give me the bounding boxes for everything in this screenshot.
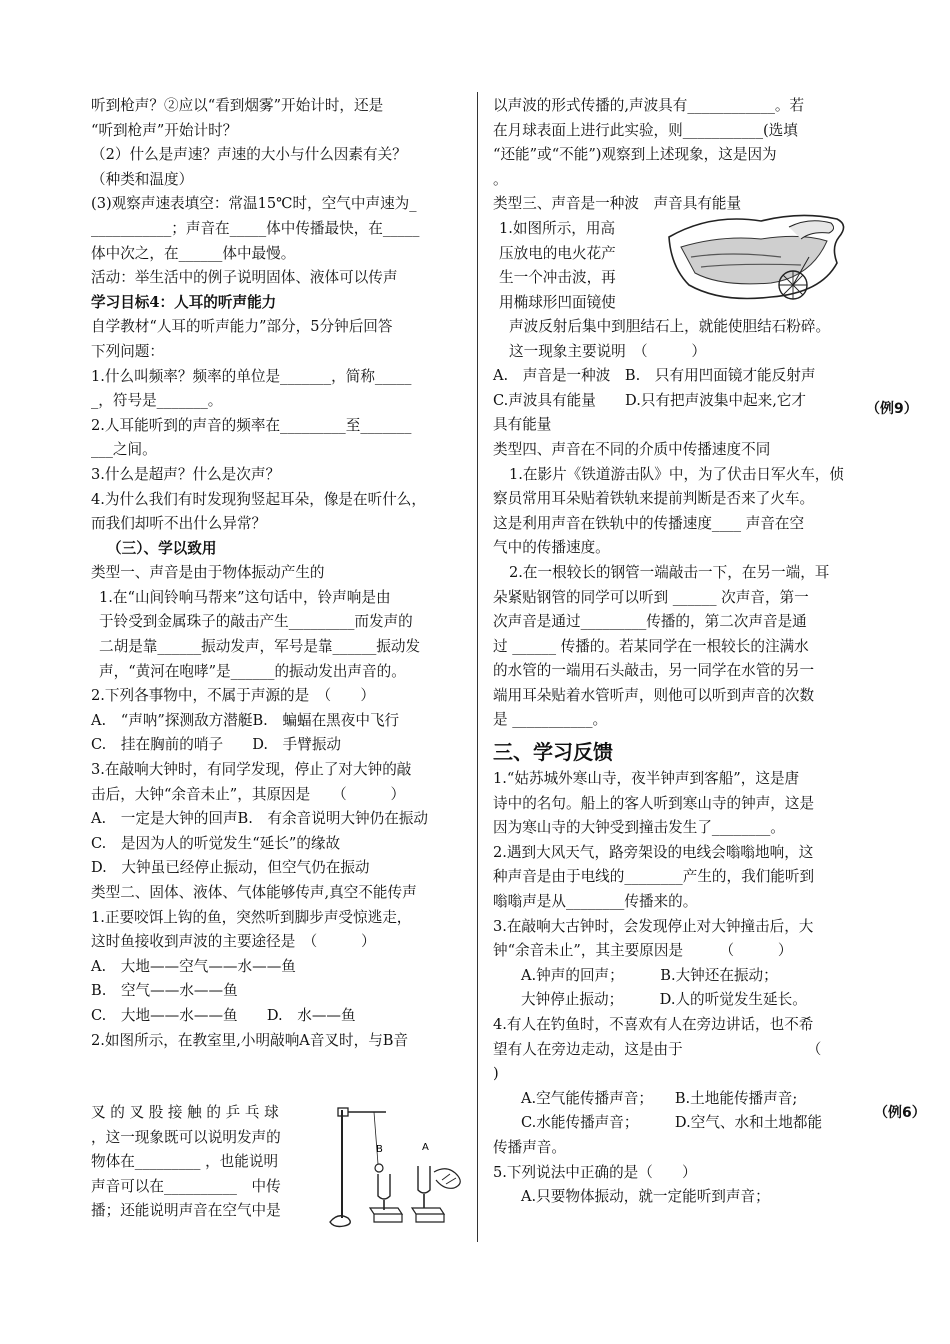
- right-wrap-line: 用椭球形凹面镜使: [499, 293, 616, 311]
- right-bottom-line: 钟“余音未止”，其主要原因是 （ ）: [493, 942, 793, 960]
- right-wrap-line: 1.如图所示，用高: [499, 219, 616, 237]
- right-wrap-line: 压放电的电火花产: [499, 244, 616, 262]
- right-line: 这是利用声音在铁轨中的传播速度____ 声音在空: [493, 514, 805, 532]
- example-6-tag: （例6）: [874, 1105, 926, 1121]
- left-line: 1.正要咬饵上钩的鱼，突然听到脚步声受惊逃走，: [91, 908, 412, 926]
- right-line: 次声音是通过_________传播的，第二次声音是通: [493, 613, 807, 631]
- right-top-line: “还能”或“不能”)观察到上述现象，这是因为: [493, 146, 777, 164]
- shockwave-figure: [661, 207, 851, 315]
- right-bottom-line: 望有人在旁边走动，这是由于 （: [493, 1040, 822, 1058]
- left-line: 类型二、固体、液体、气体能够传声,真空不能传声: [91, 884, 417, 901]
- right-line: 过 ______ 传播的。若某同学在一根较长的注满水: [493, 637, 809, 655]
- left-line: （种类和温度）: [91, 170, 194, 188]
- left-line: （三）、学以致用: [107, 539, 217, 557]
- right-line: C.声波具有能量 D.只有把声波集中起来,它才: [493, 391, 807, 409]
- left-line: 2.下列各事物中，不属于声源的是 （ ）: [91, 687, 375, 705]
- left-line: C. 挂在胸前的哨子 D. 手臂振动: [91, 736, 342, 754]
- fork-a-label: A: [422, 1142, 429, 1153]
- left-column: [91, 94, 463, 1053]
- right-line: 气中的传播速度。: [493, 539, 610, 557]
- right-line: 是 ___________。: [493, 711, 608, 729]
- left-line: 体中次之，在______体中最慢。: [91, 244, 296, 262]
- right-bottom-line: 大钟停止振动； D.人的听觉发生延长。: [521, 991, 807, 1009]
- column-divider: [477, 92, 478, 1242]
- right-top-line: 类型三、声音是一种波 声音具有能量: [493, 195, 742, 213]
- right-line: 察员常用耳朵贴着铁轨来提前判断是否来了火车。: [493, 490, 815, 508]
- left-wrap-line: ，这一现象既可以说明发声的: [91, 1128, 281, 1146]
- right-bottom-line: 种声音是由于电线的________产生的，我们能听到: [493, 868, 815, 886]
- right-bottom-line: 3.在敲响大古钟时，会发现停止对大钟撞击后，大: [493, 917, 814, 935]
- left-line: 击后，大钟“余音未止”，其原因是 （ ）: [91, 785, 406, 803]
- left-line: A. “声呐”探测敌方潜艇B. 蝙蝠在黑夜中飞行: [91, 711, 400, 729]
- right-bottom-line: A.空气能传播声音； B.土地能传播声音;: [521, 1089, 798, 1107]
- left-line: 而我们却听不出什么异常？: [91, 515, 267, 533]
- example-9-tag: （例9）: [866, 401, 918, 417]
- right-bottom-line: 嗡嗡声是从________传播来的。: [493, 893, 698, 911]
- left-line: 3.在敲响大钟时，有同学发现，停止了对大钟的敲: [91, 761, 412, 779]
- right-line: 朵紧贴钢管的同学可以听到 ______ 次声音，第一: [493, 588, 809, 606]
- section-3-title: 三、学习反馈: [493, 740, 613, 765]
- left-line: 2.人耳能听到的声音的频率在_________至_______: [91, 416, 412, 434]
- right-bottom-line: 5.下列说法中正确的是（ ）: [493, 1163, 697, 1181]
- right-line: 的水管的一端用石头敲击，另一同学在水管的另一: [493, 662, 815, 680]
- left-line: ___之间。: [91, 441, 157, 459]
- right-line: 具有能量: [493, 416, 552, 434]
- right-line: 声波反射后集中到胆结石上，就能使胆结石粉碎。: [509, 317, 831, 335]
- left-line: 3.什么是超声？什么是次声？: [91, 465, 281, 483]
- right-bottom-line: 传播声音。: [493, 1138, 566, 1156]
- left-wrap-text: [91, 1101, 311, 1224]
- left-line: 2.如图所示，在教室里,小明敲响A音叉时，与B音: [91, 1031, 409, 1049]
- left-line: B. 空气——水——鱼: [91, 982, 238, 1000]
- left-line: 1.什么叫频率？频率的单位是_______，简称_____: [91, 367, 412, 385]
- right-column: [493, 94, 865, 1210]
- left-line: (3)观察声速表填空：常温15℃时，空气中声速为_: [91, 195, 417, 213]
- right-line: 1.在影片《铁道游击队》中，为了伏击日军火车，侦: [509, 465, 844, 483]
- tuning-fork-figure: [318, 1104, 468, 1228]
- left-line: C. 大地——水——鱼 D. 水——鱼: [91, 1006, 356, 1024]
- left-wrap-line: 叉 的 叉 股 接 触 的 乒 乓 球: [91, 1104, 279, 1121]
- right-top-line: 以声波的形式传播的,声波具有____________。若: [493, 97, 805, 114]
- left-line: 这时鱼接收到声波的主要途径是 （ ）: [91, 933, 376, 951]
- left-wrap-line: 声音可以在__________ 中传: [91, 1177, 281, 1195]
- right-line: 端用耳朵贴着水管听声，则他可以听到声音的次数: [493, 686, 815, 704]
- right-line: 这一现象主要说明 （ ）: [509, 342, 707, 360]
- right-line: A. 声音是一种波 B. 只有用凹面镜才能反射声: [493, 367, 816, 385]
- left-line: 1.在“山间铃响马帮来”这句话中，铃声响是由: [99, 588, 391, 606]
- left-line: 类型一、声音是由于物体振动产生的: [91, 564, 325, 582]
- left-line: 听到枪声？②应以“看到烟雾”开始计时，还是: [91, 97, 384, 114]
- left-wrap-line: 物体在_________ ，也能说明: [91, 1153, 279, 1171]
- left-line: 二胡是靠______振动发声，军号是靠______振动发: [99, 638, 421, 656]
- right-top-line: 在月球表面上进行此实验，则___________(选填: [493, 121, 798, 139]
- left-line: D. 大钟虽已经停止振动，但空气仍在振动: [91, 859, 370, 877]
- left-line: 活动：举生活中的例子说明固体、液体可以传声: [91, 269, 398, 287]
- right-bottom-line: ): [493, 1065, 499, 1083]
- left-line: 下列问题：: [91, 342, 164, 360]
- left-line: A. 一定是大钟的回声B. 有余音说明大钟仍在振动: [91, 810, 429, 828]
- right-top-line: 。: [493, 170, 508, 188]
- left-line: 学习目标4：人耳的听声能力: [91, 293, 277, 311]
- left-line: _，符号是_______。: [91, 392, 223, 410]
- left-line: “听到枪声”开始计时？: [91, 121, 238, 139]
- right-bottom-line: C.水能传播声音； D.空气、水和土地都能: [521, 1114, 823, 1132]
- right-bottom-line: A.只要物体振动，就一定能听到声音；: [521, 1188, 770, 1206]
- left-line: C. 是因为人的听觉发生“延长”的缘故: [91, 834, 341, 852]
- fork-b-label: B: [376, 1144, 383, 1155]
- left-line: A. 大地——空气——水——鱼: [91, 957, 296, 975]
- right-bottom-line: 因为寒山寺的大钟受到撞击发生了________。: [493, 819, 785, 837]
- right-bottom-line: A.钟声的回声； B.大钟还在振动；: [521, 966, 778, 984]
- left-wrap-line: 播；还能说明声音在空气中是: [91, 1202, 281, 1220]
- left-line: ___________；声音在_____体中传播最快，在_____: [91, 219, 420, 237]
- right-line: 类型四、声音在不同的介质中传播速度不同: [493, 440, 771, 458]
- right-bottom-line: 1.“姑苏城外寒山寺，夜半钟声到客船”，这是唐: [493, 770, 800, 788]
- right-line: 2.在一根较长的钢管一端敲击一下，在另一端，耳: [509, 563, 830, 581]
- right-bottom-line: 诗中的名句。船上的客人听到寒山寺的钟声，这是: [493, 794, 815, 812]
- right-bottom-line: 2.遇到大风天气，路旁架设的电线会嗡嗡地响，这: [493, 843, 814, 861]
- right-wrap-line: 生一个冲击波，再: [499, 269, 616, 287]
- left-line: 4.为什么我们有时发现狗竖起耳朵，像是在听什么，: [91, 490, 426, 508]
- left-line: 声，“黄河在咆哮”是______的振动发出声音的。: [99, 662, 406, 680]
- right-bottom-line: 4.有人在钓鱼时，不喜欢有人在旁边讲话，也不希: [493, 1016, 814, 1033]
- left-line: 于铃受到金属珠子的敲击产生_________而发声的: [99, 613, 413, 631]
- left-line: 自学教材“人耳的听声能力”部分，5分钟后回答: [91, 318, 393, 336]
- left-line: （2）什么是声速？声速的大小与什么因素有关？: [91, 146, 407, 164]
